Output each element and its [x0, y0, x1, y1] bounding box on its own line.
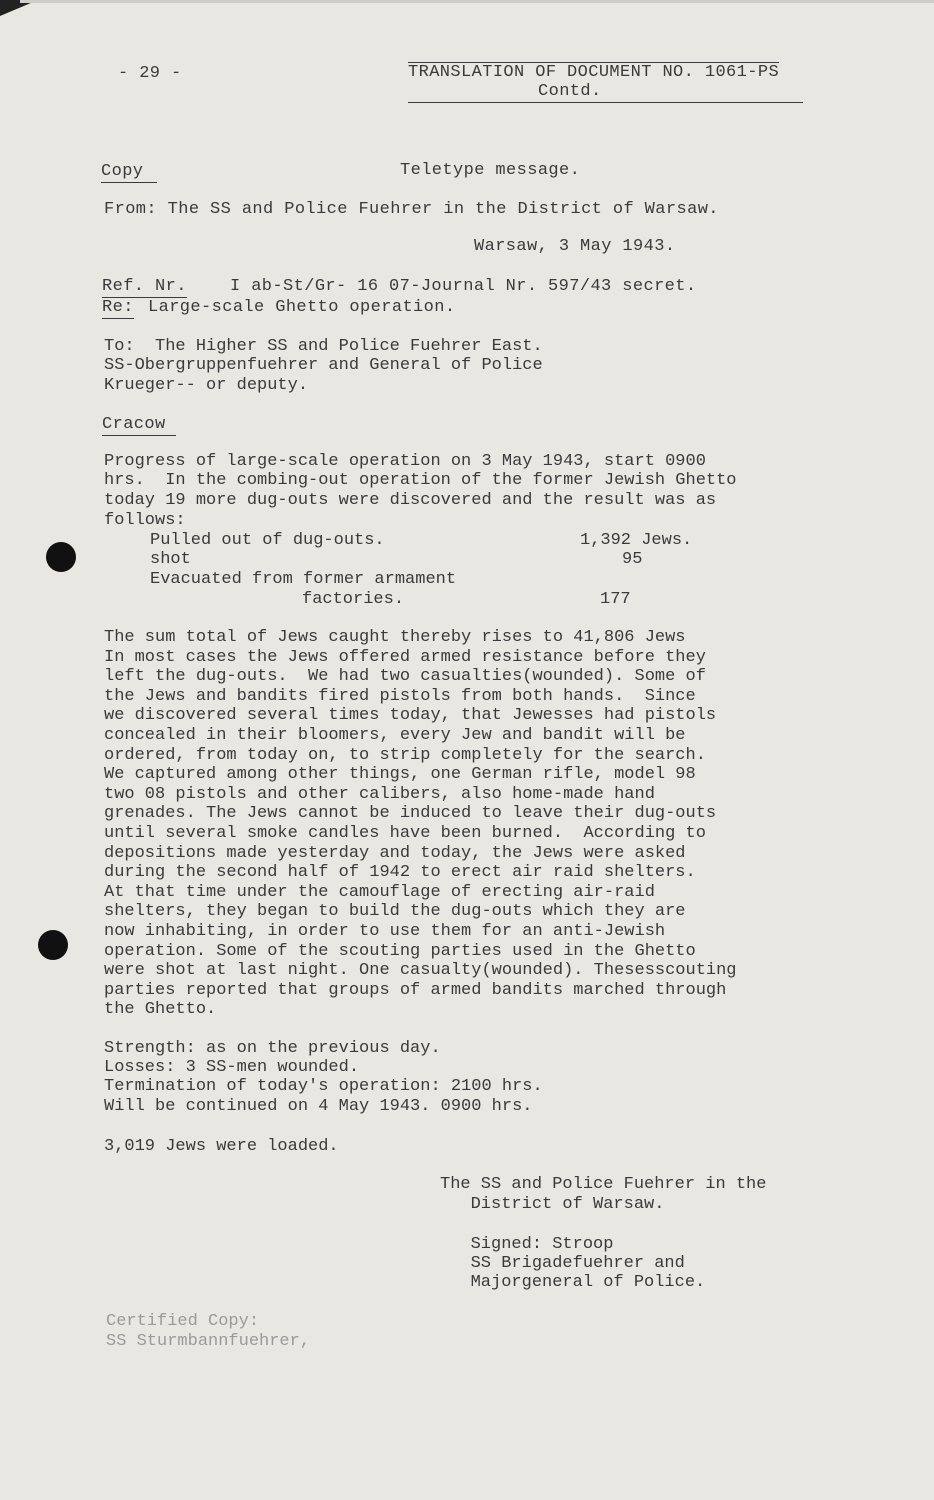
- signature-line: Majorgeneral of Police.: [440, 1273, 706, 1292]
- result-label: shot: [150, 550, 191, 569]
- loaded-line: 3,019 Jews were loaded.: [104, 1137, 339, 1156]
- body-line: The sum total of Jews caught thereby rises to 41,806 Jews: [104, 628, 686, 647]
- result-value: 1,392 Jews.: [580, 531, 693, 550]
- to-line: To: The Higher SS and Police Fuehrer East.: [104, 337, 543, 356]
- re-label: Re:: [102, 298, 134, 317]
- body-line: the Ghetto.: [104, 1000, 217, 1020]
- body-line: shelters, they began to build the dug-outs which they are: [104, 902, 686, 922]
- signature-line: Signed: Stroop: [440, 1235, 614, 1254]
- from-line: From: The SS and Police Fuehrer in the District of Warsaw.: [104, 200, 719, 219]
- document-title: TRANSLATION OF DOCUMENT NO. 1061-PS: [408, 63, 780, 82]
- progress-line: hrs. In the combing-out operation of the former Jewish Ghetto: [104, 471, 737, 490]
- result-label: factories.: [302, 590, 405, 609]
- cracow-label: Cracow: [102, 415, 176, 436]
- message-type: Teletype message.: [400, 161, 581, 180]
- body-line: ordered, from today on, to strip completely for the search.: [104, 745, 706, 765]
- body-line: grenades. The Jews cannot be induced to leave their dug-outs: [104, 804, 717, 824]
- strength-line: Termination of today's operation: 2100 hrs.: [104, 1077, 543, 1096]
- punch-hole: [46, 542, 76, 572]
- top-edge-line: [20, 0, 934, 3]
- body-line: left the dug-outs. We had two casualties(wounded). Some of: [104, 667, 706, 687]
- result-label: Pulled out of dug-outs.: [150, 531, 385, 550]
- result-label: Evacuated from former armament: [150, 570, 457, 589]
- signature-line: The SS and Police Fuehrer in the: [440, 1175, 767, 1194]
- body-line: parties reported that groups of armed bandits marched through: [104, 980, 727, 1000]
- copy-label: Copy: [101, 162, 157, 183]
- body-line: we discovered several times today, that Jewesses had pistols: [104, 706, 717, 726]
- ref-label: Ref. Nr.: [102, 277, 187, 296]
- body-line: At that time under the camouflage of erecting air-raid: [104, 882, 655, 902]
- body-line: two 08 pistols and other calibers, also home-made hand: [104, 784, 655, 804]
- body-line: We captured among other things, one German rifle, model 98: [104, 765, 696, 785]
- certified-line: SS Sturmbannfuehrer,: [106, 1332, 311, 1351]
- ref-value: I ab-St/Gr- 16 07-Journal Nr. 597/43 secret.: [230, 277, 697, 296]
- body-line: concealed in their bloomers, every Jew and bandit will be: [104, 726, 686, 745]
- progress-line: follows:: [104, 511, 186, 530]
- page-number: - 29 -: [118, 64, 182, 83]
- progress-line: Progress of large-scale operation on 3 May 1943, start 0900: [104, 452, 706, 471]
- progress-line: today 19 more dug-outs were discovered and the result was as: [104, 491, 717, 510]
- strength-line: Strength: as on the previous day.: [104, 1039, 441, 1058]
- strength-line: Losses: 3 SS-men wounded.: [104, 1058, 360, 1077]
- to-line: SS-Obergruppenfuehrer and General of Police: [104, 356, 543, 375]
- result-value: 95: [622, 550, 643, 569]
- certified-line: Certified Copy:: [106, 1312, 260, 1331]
- place-date: Warsaw, 3 May 1943.: [474, 237, 676, 256]
- body-line: now inhabiting, in order to use them for an anti-Jewish: [104, 922, 666, 941]
- body-line: the Jews and bandits fired pistols from both hands. Since: [104, 686, 696, 706]
- body-line: operation. Some of the scouting parties used in the Ghetto: [104, 941, 696, 961]
- signature-line: SS Brigadefuehrer and: [440, 1254, 685, 1273]
- body-line: until several smoke candles have been burned. According to: [104, 824, 706, 843]
- to-line: Krueger-- or deputy.: [104, 376, 309, 395]
- body-line: were shot at last night. One casualty(wounded). Thesesscouting: [104, 961, 737, 981]
- contd-label: Contd.: [408, 82, 803, 103]
- body-line: during the second half of 1942 to erect air raid shelters.: [104, 863, 696, 883]
- result-value: 177: [600, 590, 631, 609]
- body-line: In most cases the Jews offered armed resistance before they: [104, 647, 706, 667]
- re-value: Large-scale Ghetto operation.: [148, 298, 456, 317]
- body-line: depositions made yesterday and today, the Jews were asked: [104, 843, 686, 863]
- punch-hole: [38, 930, 68, 960]
- signature-line: District of Warsaw.: [440, 1195, 665, 1214]
- strength-line: Will be continued on 4 May 1943. 0900 hrs.: [104, 1097, 533, 1116]
